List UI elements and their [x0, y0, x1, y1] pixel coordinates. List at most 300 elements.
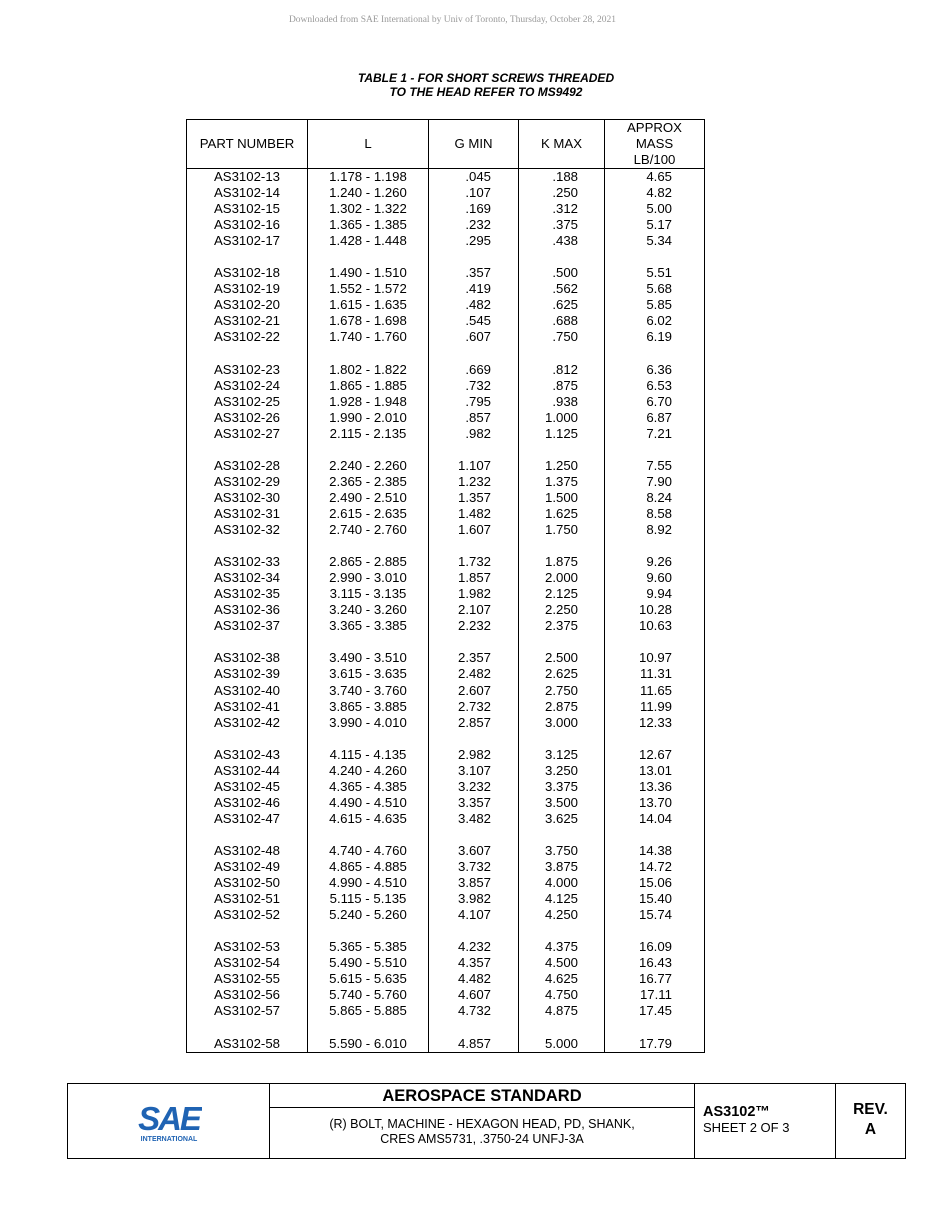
spacer-cell	[519, 538, 605, 554]
cell-mass: 5.00	[605, 201, 705, 217]
table-row	[187, 811, 705, 827]
title-block	[67, 1083, 906, 1159]
table-row	[187, 329, 705, 345]
cell-g: 4.232	[429, 939, 519, 955]
cell-k: 4.750	[519, 987, 605, 1003]
cell-part: AS3102-23	[187, 362, 308, 378]
spacer-cell	[187, 346, 308, 362]
cell-l: 1.552 - 1.572	[308, 281, 429, 297]
cell-l: 5.490 - 5.510	[308, 955, 429, 971]
cell-l: 1.302 - 1.322	[308, 201, 429, 217]
header-part-number: PART NUMBER	[187, 120, 308, 169]
cell-g: 2.107	[429, 602, 519, 618]
cell-l: 3.865 - 3.885	[308, 699, 429, 715]
spacer-cell	[308, 346, 429, 362]
cell-g: 4.107	[429, 907, 519, 923]
cell-part: AS3102-46	[187, 795, 308, 811]
cell-g: 1.607	[429, 522, 519, 538]
cell-k: 4.250	[519, 907, 605, 923]
cell-g: 4.607	[429, 987, 519, 1003]
cell-mass: 15.40	[605, 891, 705, 907]
spacer-cell	[519, 634, 605, 650]
cell-part: AS3102-26	[187, 410, 308, 426]
cell-mass: 6.19	[605, 329, 705, 345]
spacer-cell	[519, 923, 605, 939]
cell-g: .982	[429, 426, 519, 442]
cell-k: 1.250	[519, 458, 605, 474]
cell-mass: 4.82	[605, 185, 705, 201]
table-row	[187, 747, 705, 763]
spacer-cell	[429, 249, 519, 265]
cell-part: AS3102-53	[187, 939, 308, 955]
cell-g: 3.982	[429, 891, 519, 907]
cell-g: .795	[429, 394, 519, 410]
cell-g: 3.607	[429, 843, 519, 859]
description-line2: CRES AMS5731, .3750-24 UNFJ-3A	[380, 1132, 584, 1146]
cell-part: AS3102-19	[187, 281, 308, 297]
cell-k: 2.375	[519, 618, 605, 634]
cell-part: AS3102-18	[187, 265, 308, 281]
cell-part: AS3102-14	[187, 185, 308, 201]
table-row	[187, 891, 705, 907]
cell-g: .232	[429, 217, 519, 233]
cell-mass: 16.77	[605, 971, 705, 987]
spacer-cell	[308, 442, 429, 458]
cell-g: 2.857	[429, 715, 519, 731]
cell-part: AS3102-33	[187, 554, 308, 570]
cell-part: AS3102-42	[187, 715, 308, 731]
cell-k: 3.625	[519, 811, 605, 827]
cell-l: 3.615 - 3.635	[308, 666, 429, 682]
cell-part: AS3102-40	[187, 683, 308, 699]
cell-g: 3.357	[429, 795, 519, 811]
cell-mass: 6.36	[605, 362, 705, 378]
table-row	[187, 843, 705, 859]
cell-l: 1.990 - 2.010	[308, 410, 429, 426]
cell-mass: 9.26	[605, 554, 705, 570]
cell-l: 1.490 - 1.510	[308, 265, 429, 281]
table-title-line2: TO THE HEAD REFER TO MS9492	[389, 85, 583, 99]
spacer-row	[187, 249, 705, 265]
cell-part: AS3102-28	[187, 458, 308, 474]
cell-mass: 6.70	[605, 394, 705, 410]
cell-mass: 12.67	[605, 747, 705, 763]
cell-g: .045	[429, 169, 519, 186]
cell-part: AS3102-49	[187, 859, 308, 875]
cell-mass: 16.09	[605, 939, 705, 955]
spacer-cell	[519, 249, 605, 265]
cell-part: AS3102-25	[187, 394, 308, 410]
cell-mass: 11.31	[605, 666, 705, 682]
standard-type: AEROSPACE STANDARD	[270, 1084, 694, 1108]
table-row	[187, 313, 705, 329]
cell-mass: 15.06	[605, 875, 705, 891]
spacer-cell	[429, 346, 519, 362]
cell-mass: 16.43	[605, 955, 705, 971]
table-row	[187, 795, 705, 811]
cell-k: 4.625	[519, 971, 605, 987]
cell-part: AS3102-55	[187, 971, 308, 987]
spacer-cell	[429, 827, 519, 843]
cell-part: AS3102-37	[187, 618, 308, 634]
spacer-row	[187, 731, 705, 747]
cell-g: .295	[429, 233, 519, 249]
table-header-row	[187, 120, 705, 169]
cell-part: AS3102-36	[187, 602, 308, 618]
spacer-cell	[605, 1019, 705, 1035]
cell-k: .625	[519, 297, 605, 313]
cell-l: 4.115 - 4.135	[308, 747, 429, 763]
cell-k: .562	[519, 281, 605, 297]
table-row	[187, 683, 705, 699]
cell-k: .750	[519, 329, 605, 345]
cell-g: 3.857	[429, 875, 519, 891]
cell-k: .250	[519, 185, 605, 201]
cell-g: 2.357	[429, 650, 519, 666]
table-row	[187, 650, 705, 666]
spacer-row	[187, 346, 705, 362]
table-row	[187, 602, 705, 618]
cell-part: AS3102-22	[187, 329, 308, 345]
spacer-cell	[605, 442, 705, 458]
cell-k: 4.000	[519, 875, 605, 891]
cell-mass: 13.70	[605, 795, 705, 811]
cell-l: 2.740 - 2.760	[308, 522, 429, 538]
spacer-cell	[605, 923, 705, 939]
spacer-cell	[308, 731, 429, 747]
cell-k: .312	[519, 201, 605, 217]
cell-part: AS3102-32	[187, 522, 308, 538]
spacer-row	[187, 634, 705, 650]
sae-logo-icon	[136, 1101, 202, 1143]
cell-l: 5.115 - 5.135	[308, 891, 429, 907]
cell-k: 1.375	[519, 474, 605, 490]
spacer-cell	[308, 634, 429, 650]
table-row	[187, 394, 705, 410]
spacer-cell	[187, 731, 308, 747]
table-row	[187, 458, 705, 474]
cell-k: 2.625	[519, 666, 605, 682]
cell-l: 2.615 - 2.635	[308, 506, 429, 522]
cell-g: 4.857	[429, 1036, 519, 1053]
cell-l: 5.365 - 5.385	[308, 939, 429, 955]
cell-mass: 17.11	[605, 987, 705, 1003]
cell-l: 1.178 - 1.198	[308, 169, 429, 186]
table-row	[187, 233, 705, 249]
description-line1: (R) BOLT, MACHINE - HEXAGON HEAD, PD, SHANK,	[329, 1117, 635, 1131]
cell-l: 3.115 - 3.135	[308, 586, 429, 602]
cell-mass: 5.17	[605, 217, 705, 233]
cell-g: 1.107	[429, 458, 519, 474]
cell-g: .107	[429, 185, 519, 201]
cell-part: AS3102-27	[187, 426, 308, 442]
cell-k: 4.500	[519, 955, 605, 971]
cell-mass: 10.28	[605, 602, 705, 618]
cell-g: 1.982	[429, 586, 519, 602]
cell-g: .607	[429, 329, 519, 345]
cell-part: AS3102-17	[187, 233, 308, 249]
cell-l: 1.678 - 1.698	[308, 313, 429, 329]
cell-l: 2.240 - 2.260	[308, 458, 429, 474]
cell-part: AS3102-20	[187, 297, 308, 313]
cell-k: 1.125	[519, 426, 605, 442]
table-row	[187, 779, 705, 795]
cell-g: 2.732	[429, 699, 519, 715]
spacer-cell	[519, 346, 605, 362]
spacer-cell	[429, 1019, 519, 1035]
cell-k: .938	[519, 394, 605, 410]
cell-mass: 5.51	[605, 265, 705, 281]
cell-g: 2.982	[429, 747, 519, 763]
cell-k: 3.875	[519, 859, 605, 875]
cell-l: 1.928 - 1.948	[308, 394, 429, 410]
cell-k: 1.625	[519, 506, 605, 522]
table-row	[187, 763, 705, 779]
spacer-cell	[308, 538, 429, 554]
part-description	[270, 1108, 694, 1147]
cell-part: AS3102-13	[187, 169, 308, 186]
cell-g: .545	[429, 313, 519, 329]
spacer-cell	[605, 346, 705, 362]
cell-mass: 14.38	[605, 843, 705, 859]
cell-l: 5.865 - 5.885	[308, 1003, 429, 1019]
spacer-cell	[187, 442, 308, 458]
cell-k: 1.875	[519, 554, 605, 570]
spacer-cell	[429, 634, 519, 650]
logo-subtext: INTERNATIONAL	[140, 1136, 198, 1143]
cell-l: 1.240 - 1.260	[308, 185, 429, 201]
cell-k: 2.500	[519, 650, 605, 666]
cell-mass: 8.24	[605, 490, 705, 506]
cell-g: 3.482	[429, 811, 519, 827]
cell-g: 2.232	[429, 618, 519, 634]
cell-k: 3.375	[519, 779, 605, 795]
table-row	[187, 666, 705, 682]
cell-mass: 5.85	[605, 297, 705, 313]
cell-mass: 7.55	[605, 458, 705, 474]
table-row	[187, 875, 705, 891]
cell-k: 1.500	[519, 490, 605, 506]
cell-mass: 4.65	[605, 169, 705, 186]
cell-k: 2.125	[519, 586, 605, 602]
header-mass-line2: MASS	[635, 136, 674, 151]
table-row	[187, 506, 705, 522]
cell-k: 2.250	[519, 602, 605, 618]
cell-part: AS3102-21	[187, 313, 308, 329]
cell-mass: 17.79	[605, 1036, 705, 1053]
cell-l: 1.365 - 1.385	[308, 217, 429, 233]
cell-g: 3.732	[429, 859, 519, 875]
spacer-cell	[308, 923, 429, 939]
cell-l: 3.240 - 3.260	[308, 602, 429, 618]
cell-mass: 6.53	[605, 378, 705, 394]
cell-k: 2.000	[519, 570, 605, 586]
cell-g: .857	[429, 410, 519, 426]
cell-k: 3.750	[519, 843, 605, 859]
cell-mass: 8.58	[605, 506, 705, 522]
spacer-cell	[605, 827, 705, 843]
table-row	[187, 955, 705, 971]
logo-text: SAE	[138, 1101, 200, 1137]
cell-l: 1.615 - 1.635	[308, 297, 429, 313]
table-row	[187, 474, 705, 490]
table-row	[187, 378, 705, 394]
table-row	[187, 907, 705, 923]
spacer-cell	[187, 1019, 308, 1035]
cell-l: 4.615 - 4.635	[308, 811, 429, 827]
cell-part: AS3102-43	[187, 747, 308, 763]
cell-l: 4.490 - 4.510	[308, 795, 429, 811]
cell-part: AS3102-24	[187, 378, 308, 394]
title-center-cell	[270, 1084, 695, 1158]
table-row	[187, 618, 705, 634]
cell-g: .482	[429, 297, 519, 313]
cell-part: AS3102-51	[187, 891, 308, 907]
cell-mass: 8.92	[605, 522, 705, 538]
cell-mass: 15.74	[605, 907, 705, 923]
cell-k: 1.750	[519, 522, 605, 538]
cell-k: 3.500	[519, 795, 605, 811]
cell-mass: 7.21	[605, 426, 705, 442]
header-g-min: G MIN	[429, 120, 519, 169]
cell-l: 2.865 - 2.885	[308, 554, 429, 570]
cell-k: .500	[519, 265, 605, 281]
cell-mass: 12.33	[605, 715, 705, 731]
spacer-cell	[308, 1019, 429, 1035]
spacer-row	[187, 923, 705, 939]
cell-part: AS3102-34	[187, 570, 308, 586]
doc-cell	[695, 1084, 836, 1158]
cell-k: .812	[519, 362, 605, 378]
cell-g: 1.732	[429, 554, 519, 570]
table-body	[187, 169, 705, 1053]
spacer-cell	[605, 538, 705, 554]
table-row	[187, 265, 705, 281]
cell-part: AS3102-44	[187, 763, 308, 779]
cell-l: 4.365 - 4.385	[308, 779, 429, 795]
spacer-cell	[187, 538, 308, 554]
spacer-row	[187, 827, 705, 843]
table-row	[187, 297, 705, 313]
cell-l: 2.365 - 2.385	[308, 474, 429, 490]
spacer-cell	[187, 249, 308, 265]
cell-part: AS3102-50	[187, 875, 308, 891]
cell-k: .875	[519, 378, 605, 394]
header-approx-mass	[605, 120, 705, 169]
cell-g: 1.857	[429, 570, 519, 586]
cell-g: .732	[429, 378, 519, 394]
spacer-cell	[429, 731, 519, 747]
cell-l: 1.740 - 1.760	[308, 329, 429, 345]
cell-k: 5.000	[519, 1036, 605, 1053]
table-row	[187, 217, 705, 233]
spacer-cell	[429, 538, 519, 554]
cell-mass: 11.99	[605, 699, 705, 715]
cell-l: 4.990 - 4.510	[308, 875, 429, 891]
spacer-cell	[519, 731, 605, 747]
cell-mass: 7.90	[605, 474, 705, 490]
cell-mass: 9.94	[605, 586, 705, 602]
cell-l: 1.802 - 1.822	[308, 362, 429, 378]
cell-mass: 13.01	[605, 763, 705, 779]
cell-mass: 10.63	[605, 618, 705, 634]
table-row	[187, 169, 705, 186]
table-row	[187, 554, 705, 570]
cell-k: .688	[519, 313, 605, 329]
table-row	[187, 201, 705, 217]
logo-cell	[68, 1084, 270, 1158]
cell-g: .419	[429, 281, 519, 297]
cell-part: AS3102-16	[187, 217, 308, 233]
cell-k: 3.125	[519, 747, 605, 763]
cell-g: 4.732	[429, 1003, 519, 1019]
spacer-cell	[429, 923, 519, 939]
cell-k: 2.875	[519, 699, 605, 715]
cell-k: 1.000	[519, 410, 605, 426]
cell-part: AS3102-39	[187, 666, 308, 682]
cell-l: 2.990 - 3.010	[308, 570, 429, 586]
cell-mass: 6.02	[605, 313, 705, 329]
cell-part: AS3102-38	[187, 650, 308, 666]
table-row	[187, 715, 705, 731]
cell-l: 5.240 - 5.260	[308, 907, 429, 923]
table-row	[187, 939, 705, 955]
cell-mass: 5.68	[605, 281, 705, 297]
cell-mass: 11.65	[605, 683, 705, 699]
cell-l: 5.615 - 5.635	[308, 971, 429, 987]
header-mass-line3: LB/100	[633, 152, 676, 167]
header-l: L	[308, 120, 429, 169]
cell-l: 5.740 - 5.760	[308, 987, 429, 1003]
cell-mass: 13.36	[605, 779, 705, 795]
cell-l: 2.490 - 2.510	[308, 490, 429, 506]
table-row	[187, 490, 705, 506]
table-row	[187, 362, 705, 378]
spacer-cell	[519, 827, 605, 843]
rev-value: A	[864, 1121, 877, 1138]
cell-g: 4.357	[429, 955, 519, 971]
table-title-line1: TABLE 1 - FOR SHORT SCREWS THREADED	[357, 71, 615, 85]
cell-part: AS3102-29	[187, 474, 308, 490]
cell-g: 1.232	[429, 474, 519, 490]
table-row	[187, 281, 705, 297]
cell-mass: 9.60	[605, 570, 705, 586]
cell-l: 3.490 - 3.510	[308, 650, 429, 666]
cell-g: 4.482	[429, 971, 519, 987]
cell-l: 3.740 - 3.760	[308, 683, 429, 699]
table-title	[186, 71, 786, 99]
spacer-row	[187, 442, 705, 458]
spacer-cell	[605, 634, 705, 650]
cell-k: 4.875	[519, 1003, 605, 1019]
table-row	[187, 570, 705, 586]
cell-mass: 10.97	[605, 650, 705, 666]
spacer-cell	[187, 634, 308, 650]
cell-g: 1.482	[429, 506, 519, 522]
cell-k: .188	[519, 169, 605, 186]
table-row	[187, 426, 705, 442]
download-note: Downloaded from SAE International by Univ of Toronto, Thursday, October 28, 2021	[288, 15, 617, 25]
cell-part: AS3102-45	[187, 779, 308, 795]
table-row	[187, 859, 705, 875]
cell-k: 3.000	[519, 715, 605, 731]
cell-l: 4.240 - 4.260	[308, 763, 429, 779]
cell-part: AS3102-58	[187, 1036, 308, 1053]
cell-part: AS3102-31	[187, 506, 308, 522]
cell-l: 1.865 - 1.885	[308, 378, 429, 394]
cell-l: 2.115 - 2.135	[308, 426, 429, 442]
spacer-row	[187, 1019, 705, 1035]
